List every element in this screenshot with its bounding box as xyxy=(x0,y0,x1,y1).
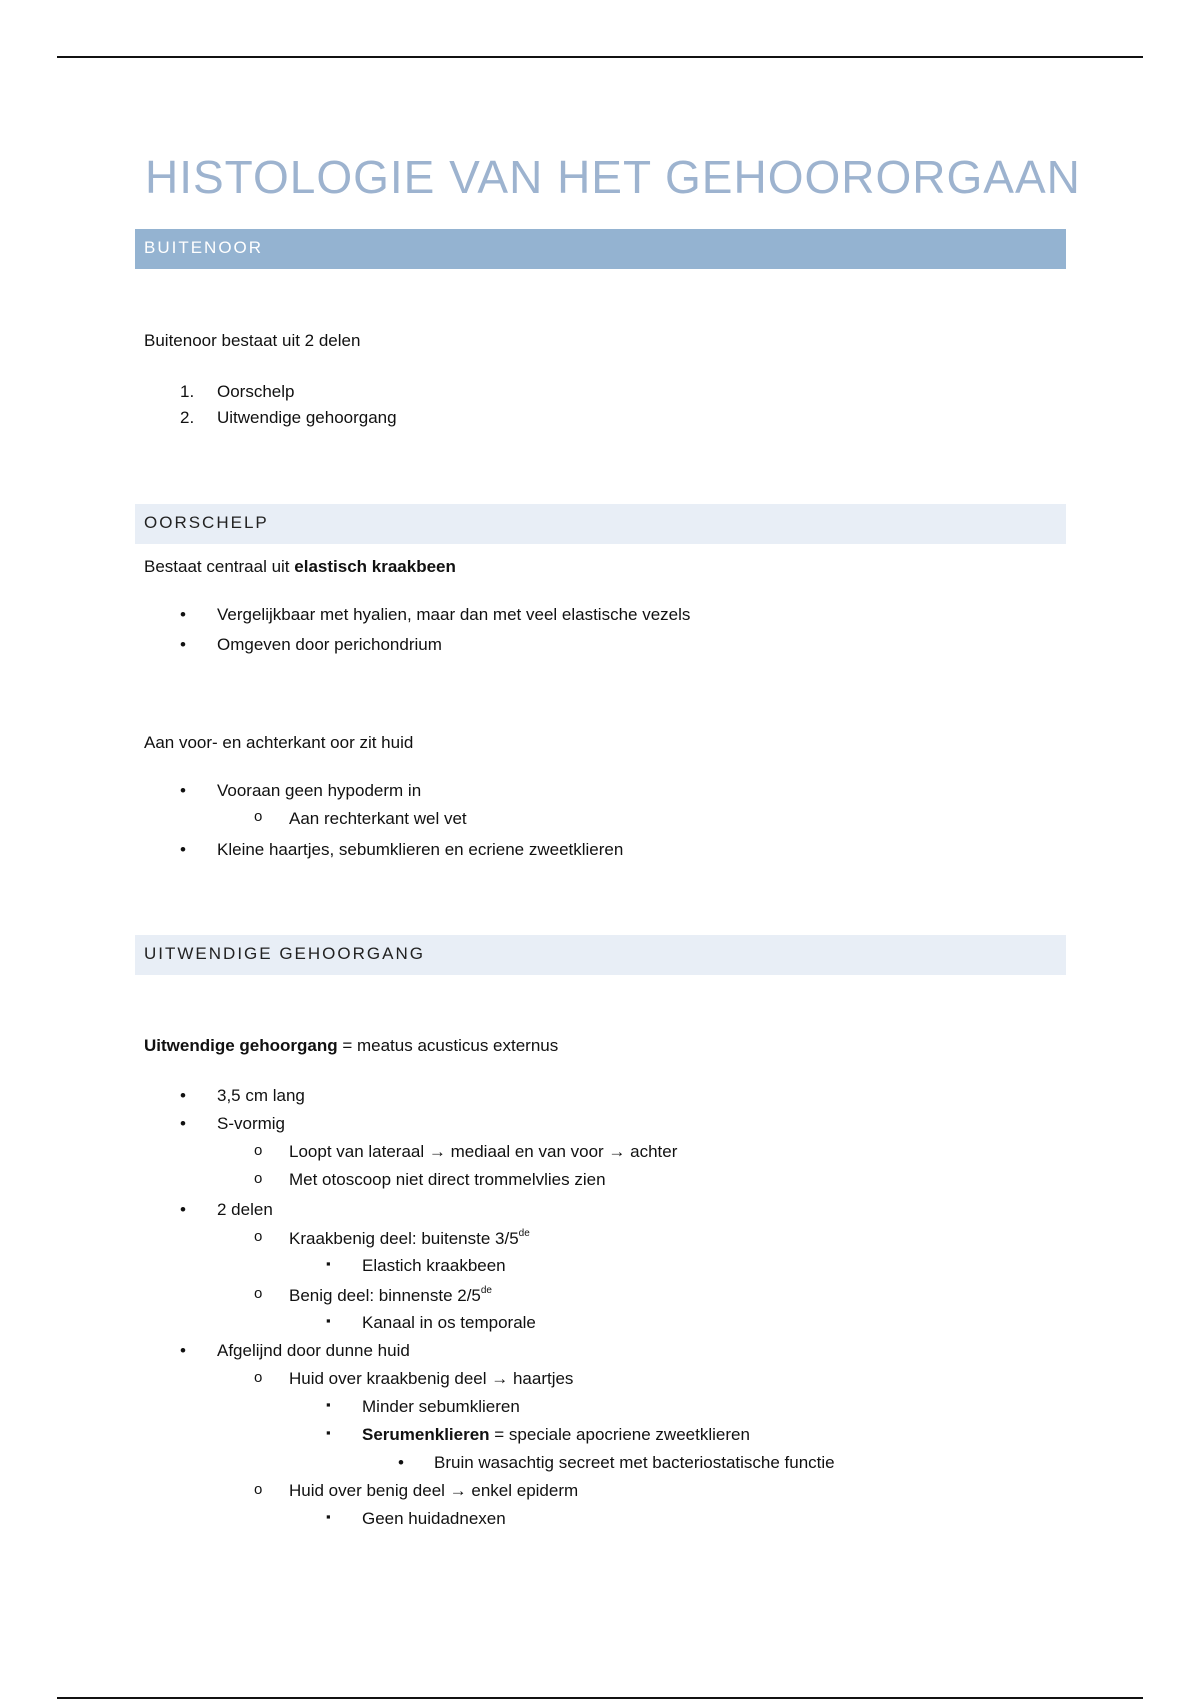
list-item: Met otoscoop niet direct trommelvlies zien xyxy=(289,1170,606,1189)
list-item: 2 delen xyxy=(217,1200,273,1219)
list-item: Kleine haartjes, sebumklieren en ecriene zweetklieren xyxy=(217,840,624,859)
list-item: Uitwendige gehoorgang xyxy=(217,408,397,427)
square-marker: ▪ xyxy=(326,1313,331,1328)
list-marker: 1. xyxy=(180,382,195,401)
buitenoor-intro: Buitenoor bestaat uit 2 delen xyxy=(144,331,361,350)
heading-oorschelp xyxy=(135,504,1066,544)
heading-buitenoor-label: BUITENOOR xyxy=(144,238,264,257)
circle-marker: o xyxy=(254,808,263,825)
bullet-marker: • xyxy=(398,1453,404,1472)
list-item: Bruin wasachtig secreet met bacteriostatische functie xyxy=(434,1453,835,1472)
list-item: Serumenklieren = speciale apocriene zweetklieren xyxy=(362,1425,750,1444)
circle-marker: o xyxy=(254,1170,263,1187)
circle-marker: o xyxy=(254,1285,263,1302)
circle-marker: o xyxy=(254,1142,263,1159)
top-rule xyxy=(57,56,1143,58)
bullet-marker: • xyxy=(180,840,186,859)
bullet-marker: • xyxy=(180,1114,186,1133)
circle-marker: o xyxy=(254,1481,263,1498)
oorschelp-intro: Bestaat centraal uit elastisch kraakbeen xyxy=(144,557,456,576)
list-item: Minder sebumklieren xyxy=(362,1397,520,1416)
document-title: HISTOLOGIE VAN HET GEHOORORGAAN xyxy=(145,151,1081,203)
heading-gehoorgang-label: UITWENDIGE GEHOORGANG xyxy=(144,944,425,963)
square-marker: ▪ xyxy=(326,1397,331,1412)
list-item: Afgelijnd door dunne huid xyxy=(217,1341,410,1360)
list-item: Huid over kraakbenig deel → haartjes xyxy=(289,1369,574,1388)
heading-buitenoor xyxy=(135,229,1066,269)
bullet-marker: • xyxy=(180,1086,186,1105)
list-item: Vergelijkbaar met hyalien, maar dan met veel elastische vezels xyxy=(217,605,691,624)
square-marker: ▪ xyxy=(326,1509,331,1524)
list-item: Kraakbenig deel: buitenste 3/5de xyxy=(289,1228,530,1248)
gehoorgang-intro: Uitwendige gehoorgang = meatus acusticus externus xyxy=(144,1036,559,1055)
heading-oorschelp-label: OORSCHELP xyxy=(144,513,269,532)
list-item: Benig deel: binnenste 2/5de xyxy=(289,1285,492,1305)
bullet-marker: • xyxy=(180,1200,186,1219)
list-item: S-vormig xyxy=(217,1114,286,1133)
bullet-marker: • xyxy=(180,1341,186,1360)
bullet-marker: • xyxy=(180,605,186,624)
list-item: Omgeven door perichondrium xyxy=(217,635,442,654)
list-item: Geen huidadnexen xyxy=(362,1509,506,1528)
list-item: Vooraan geen hypoderm in xyxy=(217,781,422,800)
square-marker: ▪ xyxy=(326,1425,331,1440)
circle-marker: o xyxy=(254,1228,263,1245)
list-marker: 2. xyxy=(180,408,195,427)
circle-marker: o xyxy=(254,1369,263,1386)
list-item: Huid over benig deel → enkel epiderm xyxy=(289,1481,579,1500)
list-item: Loopt van lateraal → mediaal en van voor → achter xyxy=(289,1142,678,1161)
bottom-rule xyxy=(57,1697,1143,1699)
heading-gehoorgang xyxy=(135,935,1066,975)
list-item: Elastich kraakbeen xyxy=(362,1256,506,1275)
list-item: 3,5 cm lang xyxy=(217,1086,305,1105)
bullet-marker: • xyxy=(180,635,186,654)
bullet-marker: • xyxy=(180,781,186,800)
oorschelp-intro-2: Aan voor- en achterkant oor zit huid xyxy=(144,733,414,752)
list-item: Oorschelp xyxy=(217,382,295,401)
list-item: Kanaal in os temporale xyxy=(362,1313,536,1332)
list-item: Aan rechterkant wel vet xyxy=(289,809,467,828)
square-marker: ▪ xyxy=(326,1256,331,1271)
